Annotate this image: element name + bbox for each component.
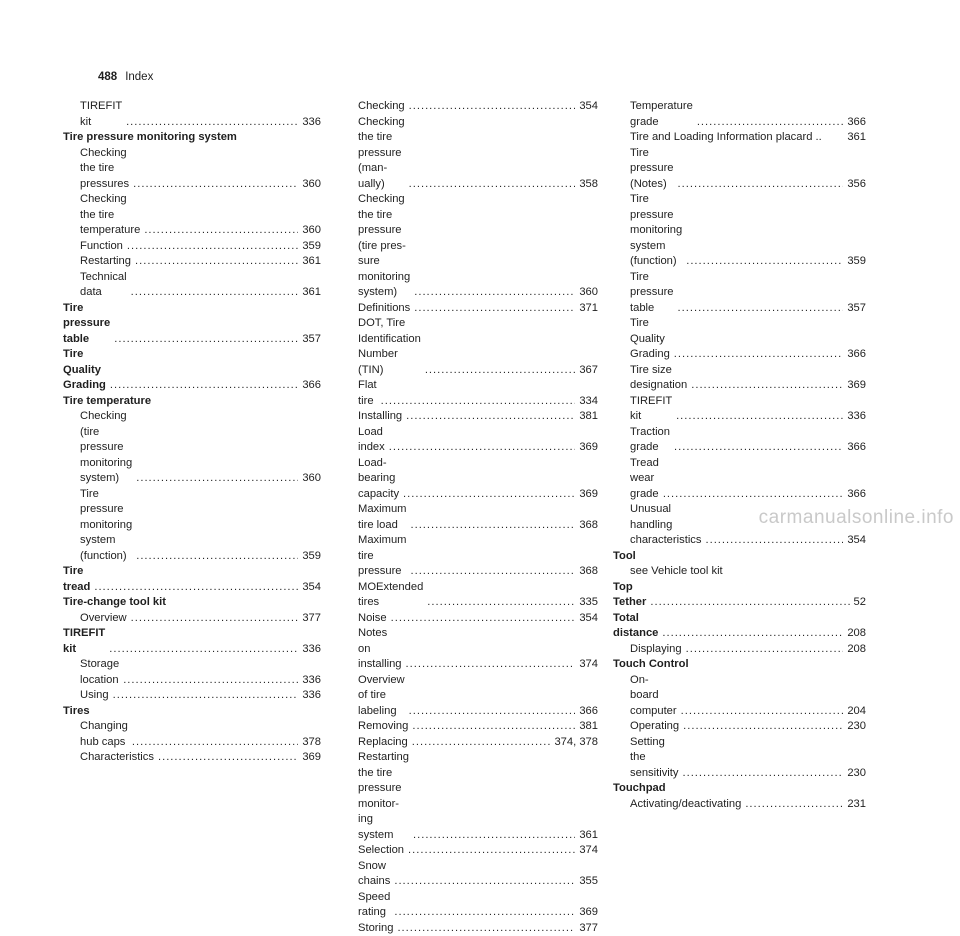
index-entry[interactable] — [613, 673, 866, 720]
dot-leader — [110, 378, 298, 394]
index-entry[interactable] — [613, 99, 866, 130]
entry-text: Setting the sensitivity — [630, 735, 678, 782]
page-reference[interactable]: 366 — [579, 704, 598, 720]
page-reference[interactable]: 354 — [579, 99, 598, 115]
index-heading — [613, 549, 866, 565]
entry-text: Tire temperature — [63, 394, 151, 410]
index-entry[interactable] — [613, 719, 866, 735]
index-entry[interactable] — [358, 673, 598, 720]
index-entry[interactable] — [358, 843, 598, 859]
entry-text: Restarting the tire pressure monitor- ing system — [358, 750, 409, 843]
index-heading[interactable] — [63, 564, 321, 595]
entry-text: Tire tread — [63, 564, 90, 595]
page-reference[interactable]: 354 — [302, 580, 321, 596]
page-header — [98, 70, 153, 84]
dot-leader — [414, 301, 575, 317]
index-entry[interactable] — [613, 797, 866, 813]
entry-text: Definitions — [358, 301, 410, 317]
entry-text: Noise — [358, 611, 387, 627]
entry-text: Function — [80, 239, 123, 255]
index-entry[interactable] — [358, 301, 598, 317]
entry-text: Tire pressure table — [63, 301, 110, 348]
dot-leader — [681, 704, 844, 720]
entry-text: TIREFIT kit — [63, 626, 105, 657]
index-heading — [63, 394, 321, 410]
entry-text: Technical data — [80, 270, 127, 301]
dot-leader — [158, 750, 298, 766]
dot-leader — [94, 580, 298, 596]
entry-text: Using — [80, 688, 109, 704]
entry-text: Removing — [358, 719, 408, 735]
page-reference[interactable]: 360 — [302, 177, 321, 193]
page-reference[interactable]: 208 — [847, 626, 866, 642]
page-reference[interactable]: 360 — [579, 285, 598, 301]
page-reference[interactable]: 336 — [302, 688, 321, 704]
dot-leader — [131, 611, 299, 627]
page-reference[interactable]: 335 — [579, 595, 598, 611]
index-column-2 — [358, 99, 598, 936]
index-entry[interactable] — [613, 192, 866, 270]
index-entry[interactable] — [358, 719, 598, 735]
index-entry[interactable] — [63, 750, 321, 766]
entry-text: Tire Quality Grading — [630, 316, 670, 363]
dot-leader — [136, 471, 298, 487]
dot-leader — [745, 797, 843, 813]
page-number: 488 — [98, 71, 117, 83]
dot-leader — [131, 285, 299, 301]
index-entry[interactable] — [63, 192, 321, 239]
index-entry[interactable] — [613, 363, 866, 394]
index-column-1 — [63, 99, 321, 766]
dot-leader — [132, 735, 298, 751]
watermark: carmanualsonline.info — [759, 507, 954, 529]
dot-leader — [389, 440, 576, 456]
dot-leader — [408, 843, 575, 859]
index-entry[interactable] — [63, 688, 321, 704]
entry-text: Tire pressure table — [630, 270, 674, 317]
dot-leader — [109, 642, 298, 658]
entry-text: Flat tire — [358, 378, 377, 409]
index-entry[interactable] — [358, 921, 598, 936]
page-reference[interactable]: 366 — [847, 347, 866, 363]
entry-text: Activating/deactivating — [630, 797, 741, 813]
index-heading[interactable] — [63, 626, 321, 657]
page-reference[interactable]: 360 — [302, 223, 321, 239]
dot-leader — [114, 332, 298, 348]
dot-leader — [676, 409, 843, 425]
dot-leader — [412, 719, 575, 735]
index-entry[interactable] — [358, 580, 598, 611]
entry-text: TIREFIT kit — [80, 99, 122, 130]
index-entry[interactable] — [358, 378, 598, 409]
page-reference[interactable]: 336 — [847, 409, 866, 425]
dot-leader — [686, 254, 843, 270]
entry-text: Selection — [358, 843, 404, 859]
dot-leader — [686, 642, 844, 658]
dot-leader — [394, 874, 575, 890]
dot-leader — [427, 595, 575, 611]
page-reference[interactable]: 359 — [302, 549, 321, 565]
index-heading — [613, 657, 866, 673]
entry-text: Overview of tire labeling — [358, 673, 405, 720]
page-reference[interactable]: 356 — [847, 177, 866, 193]
index-column-3 — [613, 99, 866, 812]
entry-text: Top Tether — [613, 580, 646, 611]
index-entry — [613, 564, 866, 580]
entry-text: Total distance — [613, 611, 658, 642]
entry-text: DOT, Tire Identification Number (TIN) — [358, 316, 421, 378]
page-reference[interactable]: 230 — [847, 719, 866, 735]
dot-leader — [113, 688, 299, 704]
index-heading[interactable] — [63, 347, 321, 394]
page-reference[interactable]: 336 — [302, 115, 321, 131]
entry-text: Notes on installing — [358, 626, 402, 673]
index-entry[interactable] — [63, 487, 321, 565]
entry-text: Tool — [613, 549, 636, 565]
index-entry[interactable] — [358, 115, 598, 193]
dot-leader — [697, 115, 844, 131]
index-entry[interactable] — [613, 456, 866, 503]
dot-leader — [381, 394, 576, 410]
page-reference[interactable]: 361 — [302, 254, 321, 270]
index-entry[interactable] — [63, 611, 321, 627]
entry-text: Tires — [63, 704, 90, 720]
page-reference[interactable]: 371 — [579, 301, 598, 317]
page-reference[interactable]: 369 — [847, 378, 866, 394]
page-reference[interactable]: 366 — [847, 115, 866, 131]
section-title: Index — [125, 71, 153, 83]
index-entry[interactable] — [358, 409, 598, 425]
index-entry[interactable] — [358, 192, 598, 301]
entry-text: Load-bearing capacity — [358, 456, 399, 503]
dot-leader — [674, 440, 843, 456]
dot-leader — [406, 409, 575, 425]
page-reference[interactable]: 354 — [847, 533, 866, 549]
page-reference[interactable]: 334 — [579, 394, 598, 410]
entry-text: TIREFIT kit — [630, 394, 672, 425]
page-reference[interactable]: 359 — [847, 254, 866, 270]
dot-leader — [678, 301, 844, 317]
index-entry[interactable] — [358, 626, 598, 673]
entry-text: Checking the tire pressure (man- ually) — [358, 115, 405, 193]
index-entry[interactable] — [613, 425, 866, 456]
dot-leader — [394, 905, 575, 921]
entry-text: Tire size designation — [630, 363, 687, 394]
entry-text: Storing — [358, 921, 393, 936]
entry-text: Checking — [358, 99, 405, 115]
index-entry[interactable] — [63, 254, 321, 270]
index-entry[interactable] — [613, 735, 866, 782]
index-entry[interactable] — [63, 99, 321, 130]
entry-text: Tire and Loading Information placard .. — [630, 130, 822, 146]
index-heading[interactable] — [613, 580, 866, 611]
entry-text: Traction grade — [630, 425, 670, 456]
page-reference[interactable]: 374, 378 — [554, 735, 598, 751]
page-reference[interactable]: 366 — [847, 440, 866, 456]
dot-leader — [663, 487, 844, 503]
page-reference[interactable]: 367 — [579, 363, 598, 379]
dot-leader — [406, 657, 576, 673]
dot-leader — [691, 378, 843, 394]
entry-text: Overview — [80, 611, 127, 627]
entry-text: Tire-change tool kit — [63, 595, 166, 611]
page-reference[interactable]: 52 — [854, 595, 866, 611]
index-entry[interactable] — [63, 270, 321, 301]
entry-text: Load index — [358, 425, 385, 456]
dot-leader — [425, 363, 576, 379]
dot-leader — [133, 177, 298, 193]
index-heading — [613, 781, 866, 797]
dot-leader — [410, 518, 575, 534]
dot-leader — [683, 719, 843, 735]
index-heading — [63, 130, 321, 146]
index-entry[interactable] — [613, 394, 866, 425]
dot-leader — [413, 828, 575, 844]
dot-leader — [662, 626, 843, 642]
page-reference[interactable]: 231 — [847, 797, 866, 813]
entry-text: Storage location — [80, 657, 119, 688]
dot-leader — [412, 735, 551, 751]
page-reference[interactable]: 358 — [579, 177, 598, 193]
entry-text: Operating — [630, 719, 679, 735]
page-reference[interactable]: 361 — [847, 130, 866, 146]
index-entry[interactable] — [613, 270, 866, 317]
entry-text: Tread wear grade — [630, 456, 659, 503]
index-entry[interactable] — [613, 130, 866, 146]
index-entry[interactable] — [613, 642, 866, 658]
page-reference[interactable]: 366 — [847, 487, 866, 503]
page-reference[interactable]: 369 — [579, 905, 598, 921]
entry-text: Checking (tire pressure monitoring system) — [80, 409, 132, 487]
entry-text: Characteristics — [80, 750, 154, 766]
dot-leader — [414, 285, 575, 301]
index-entry[interactable] — [613, 146, 866, 193]
page-reference[interactable]: 355 — [579, 874, 598, 890]
index-entry[interactable] — [358, 859, 598, 890]
index-entry[interactable] — [63, 146, 321, 193]
entry-text: Displaying — [630, 642, 682, 658]
index-entry[interactable] — [63, 239, 321, 255]
page-reference[interactable]: 377 — [302, 611, 321, 627]
page-reference[interactable]: 361 — [302, 285, 321, 301]
index-entry[interactable] — [358, 611, 598, 627]
page-reference[interactable]: 369 — [579, 487, 598, 503]
page-reference[interactable]: 366 — [302, 378, 321, 394]
entry-text: Checking the tire temperature — [80, 192, 140, 239]
dot-leader — [144, 223, 298, 239]
index-entry[interactable] — [613, 316, 866, 363]
page-reference[interactable]: 361 — [579, 828, 598, 844]
page-reference[interactable]: 360 — [302, 471, 321, 487]
entry-text: Checking the tire pressure (tire pres- sure monitoring system) — [358, 192, 410, 301]
dot-leader — [674, 347, 844, 363]
entry-text: Replacing — [358, 735, 408, 751]
page-reference[interactable]: 208 — [847, 642, 866, 658]
dot-leader — [682, 766, 843, 782]
page-reference[interactable]: 381 — [579, 409, 598, 425]
index-entry[interactable] — [358, 316, 598, 378]
page-reference[interactable]: 374 — [579, 843, 598, 859]
index-heading[interactable] — [63, 301, 321, 348]
index-entry[interactable] — [358, 502, 598, 533]
index-entry[interactable] — [358, 735, 598, 751]
dot-leader — [126, 115, 298, 131]
dot-leader — [397, 921, 575, 936]
entry-text: Tire pressure monitoring system (function) — [630, 192, 682, 270]
dot-leader — [127, 239, 298, 255]
index-entry[interactable] — [358, 750, 598, 843]
dot-leader — [409, 704, 576, 720]
page-reference[interactable]: 377 — [579, 921, 598, 936]
page-reference[interactable]: 230 — [847, 766, 866, 782]
index-heading — [63, 704, 321, 720]
entry-text: Touch Control — [613, 657, 689, 673]
index-entry[interactable] — [63, 657, 321, 688]
entry-text: Installing — [358, 409, 402, 425]
index-heading[interactable] — [613, 611, 866, 642]
entry-text: Restarting — [80, 254, 131, 270]
dot-leader — [391, 611, 576, 627]
dot-leader — [135, 254, 298, 270]
entry-text: Touchpad — [613, 781, 666, 797]
entry-text: MOExtended tires — [358, 580, 423, 611]
dot-leader — [409, 99, 576, 115]
entry-text: Tire pressure (Notes) — [630, 146, 674, 193]
entry-text: Tire pressure monitoring system — [63, 130, 237, 146]
page-reference[interactable]: 359 — [302, 239, 321, 255]
page-reference[interactable]: 369 — [579, 440, 598, 456]
dot-leader — [136, 549, 298, 565]
entry-text: Checking the tire pressures — [80, 146, 129, 193]
page-reference[interactable]: 357 — [302, 332, 321, 348]
entry-text: Maximum tire load — [358, 502, 406, 533]
page-reference[interactable]: 374 — [579, 657, 598, 673]
index-entry[interactable] — [63, 409, 321, 487]
page-reference[interactable]: 336 — [302, 642, 321, 658]
dot-leader — [123, 673, 298, 689]
page-reference[interactable]: 368 — [579, 518, 598, 534]
entry-text: see Vehicle tool kit — [630, 564, 723, 580]
page-reference[interactable]: 204 — [847, 704, 866, 720]
index-entry[interactable] — [63, 719, 321, 750]
index-entry[interactable] — [358, 425, 598, 456]
index-entry[interactable] — [358, 533, 598, 580]
index-entry[interactable] — [358, 890, 598, 921]
entry-text: On-board computer — [630, 673, 677, 720]
dot-leader — [705, 533, 843, 549]
entry-text: Tire pressure monitoring system (function) — [80, 487, 132, 565]
dot-leader — [650, 595, 849, 611]
dot-leader — [678, 177, 844, 193]
page-reference[interactable]: 368 — [579, 564, 598, 580]
index-entry[interactable] — [358, 456, 598, 503]
entry-text: Changing hub caps — [80, 719, 128, 750]
index-heading — [63, 595, 321, 611]
page-reference[interactable]: 336 — [302, 673, 321, 689]
dot-leader — [409, 177, 576, 193]
page-reference[interactable]: 357 — [847, 301, 866, 317]
entry-text: Snow chains — [358, 859, 390, 890]
entry-text: Temperature grade — [630, 99, 693, 130]
entry-text: Unusual handling characteristics — [630, 502, 701, 549]
page-reference[interactable]: 369 — [302, 750, 321, 766]
page-reference[interactable]: 354 — [579, 611, 598, 627]
entry-text: Maximum tire pressure — [358, 533, 406, 580]
dot-leader — [403, 487, 575, 503]
entry-text: Speed rating — [358, 890, 390, 921]
entry-text: Tire Quality Grading — [63, 347, 106, 394]
page-reference[interactable]: 378 — [302, 735, 321, 751]
index-entry[interactable] — [358, 99, 598, 115]
dot-leader — [410, 564, 575, 580]
page-reference[interactable]: 381 — [579, 719, 598, 735]
